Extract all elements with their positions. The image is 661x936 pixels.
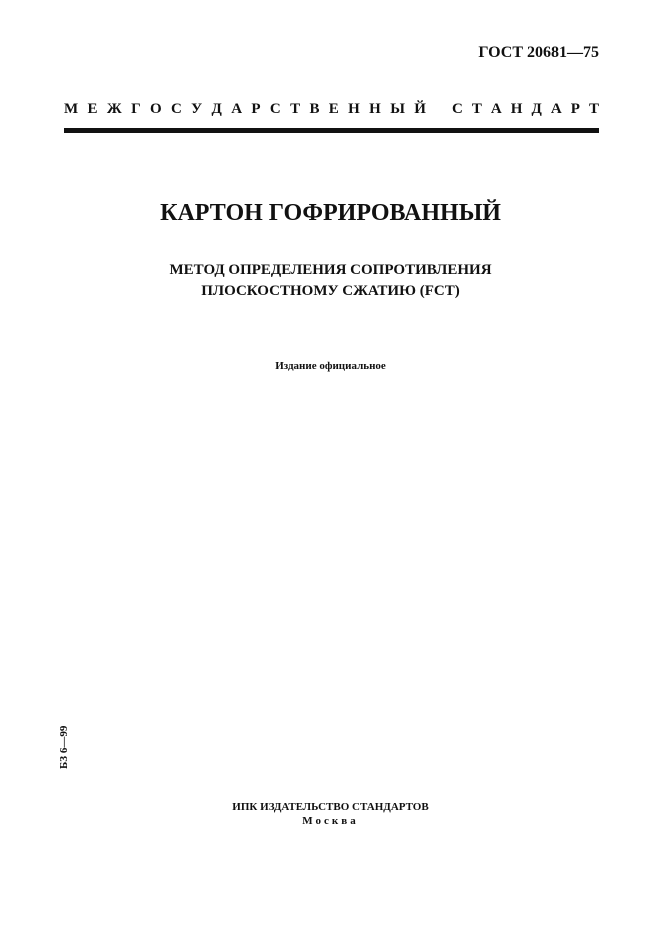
standard-type-heading bbox=[64, 101, 599, 118]
standard-type-letter: Ы bbox=[390, 101, 405, 117]
header-rule bbox=[64, 128, 599, 133]
publisher-name: ИПК ИЗДАТЕЛЬСТВО СТАНДАРТОВ bbox=[232, 801, 429, 813]
standard-type-letter: А bbox=[550, 101, 562, 117]
standard-type-letter: Т bbox=[290, 101, 301, 117]
standard-type-letter: Р bbox=[251, 101, 261, 117]
standard-type-letter: А bbox=[231, 101, 243, 117]
side-code-label: БЗ 6—99 bbox=[58, 725, 70, 769]
standard-type-letter: Т bbox=[471, 101, 482, 117]
document-subtitle bbox=[0, 260, 661, 302]
subtitle-line-1: МЕТОД ОПРЕДЕЛЕНИЯ СОПРОТИВЛЕНИЯ bbox=[169, 262, 492, 278]
standard-type-letter: О bbox=[149, 101, 162, 117]
document-number: ГОСТ 20681—75 bbox=[478, 44, 599, 61]
standard-type-letter: Н bbox=[510, 101, 523, 117]
standard-type-letter: Н bbox=[369, 101, 381, 117]
standard-type-letter: В bbox=[309, 101, 320, 117]
standard-type-letter: Д bbox=[211, 101, 222, 117]
standard-type-letter: Д bbox=[531, 101, 542, 117]
standard-type-letter: Т bbox=[588, 101, 599, 117]
standard-type-word-standard bbox=[452, 101, 599, 118]
standard-type-letter: У bbox=[191, 101, 203, 117]
standard-type-letter: С bbox=[452, 101, 463, 117]
standard-type-letter: С bbox=[269, 101, 281, 117]
standard-type-letter: Н bbox=[348, 101, 360, 117]
subtitle-line-2: ПЛОСКОСТНОМУ СЖАТИЮ (FCT) bbox=[201, 283, 460, 299]
standard-type-letter: Й bbox=[414, 101, 426, 117]
document-title: КАРТОН ГОФРИРОВАННЫЙ bbox=[160, 200, 501, 226]
standard-type-letter: Ж bbox=[106, 101, 122, 117]
standard-type-letter: М bbox=[64, 101, 79, 117]
edition-label: Издание официальное bbox=[275, 360, 386, 372]
standard-type-letter: Г bbox=[131, 101, 141, 117]
standard-type-letter: Е bbox=[328, 101, 339, 117]
standard-type-letter: С bbox=[170, 101, 182, 117]
standard-type-letter: А bbox=[490, 101, 502, 117]
publisher-city: Москва bbox=[302, 815, 359, 827]
standard-type-letter: Е bbox=[87, 101, 98, 117]
standard-type-word-interstate bbox=[64, 101, 426, 118]
standard-type-letter: Р bbox=[570, 101, 580, 117]
